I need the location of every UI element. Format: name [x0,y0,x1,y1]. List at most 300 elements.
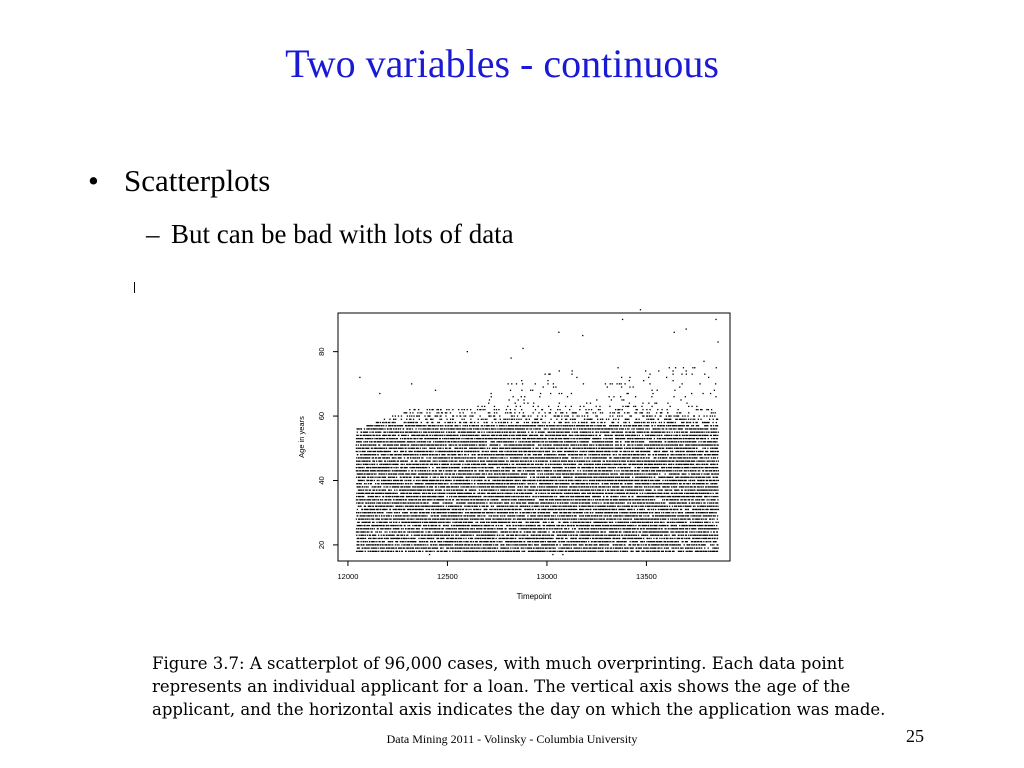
data-point [411,438,412,439]
data-point [514,518,515,519]
data-point [422,509,423,510]
data-point [474,483,475,484]
data-point [434,425,435,426]
data-point [481,464,482,465]
data-point [432,480,433,481]
data-point [521,506,522,507]
data-point [409,473,410,474]
data-point [420,425,421,426]
data-point [483,496,484,497]
data-point [473,486,474,487]
data-point [421,489,422,490]
data-point [437,422,438,423]
data-point [493,506,494,507]
data-point [423,496,424,497]
data-point [462,528,463,529]
data-point [460,486,461,487]
data-point [464,435,465,436]
data-point [375,451,376,452]
data-point [516,480,517,481]
data-point [417,509,418,510]
data-point [415,486,416,487]
data-point [423,467,424,468]
data-point [415,438,416,439]
data-point [458,409,459,410]
data-point [458,467,459,468]
data-point [375,454,376,455]
data-point [522,544,523,545]
data-point [428,525,429,526]
data-point [432,525,433,526]
data-point [391,515,392,516]
data-point [408,448,409,449]
data-point [398,502,399,503]
data-point [363,515,364,516]
data-point [420,551,421,552]
data-point [390,512,391,513]
data-point [447,454,448,455]
data-point [471,499,472,500]
data-point [412,470,413,471]
data-point [497,480,498,481]
data-point [385,454,386,455]
data-point [405,412,406,413]
data-point [398,457,399,458]
data-point [460,454,461,455]
data-point [487,428,488,429]
data-point [371,483,372,484]
data-point [362,467,363,468]
data-point [514,412,515,413]
data-point [501,428,502,429]
data-point [507,477,508,478]
data-point [458,441,459,442]
data-point [421,438,422,439]
data-point [417,528,418,529]
data-point [431,451,432,452]
data-point [359,547,360,548]
data-point [475,489,476,490]
data-point [513,473,514,474]
data-point [479,547,480,548]
data-point [480,461,481,462]
data-point [397,518,398,519]
data-point [411,454,412,455]
data-point [358,467,359,468]
data-point [429,461,430,462]
data-point [412,425,413,426]
data-point [419,435,420,436]
data-point [484,522,485,523]
data-point [465,444,466,445]
data-point [471,493,472,494]
data-point [451,493,452,494]
data-point [429,428,430,429]
data-point [372,448,373,449]
data-point [488,483,489,484]
data-point [437,464,438,465]
data-point [411,515,412,516]
data-point [358,464,359,465]
data-point [511,451,512,452]
data-point [371,515,372,516]
data-point [364,525,365,526]
data-point [419,432,420,433]
data-point [449,512,450,513]
data-point [449,528,450,529]
data-point [468,428,469,429]
data-point [414,457,415,458]
data-point [358,506,359,507]
data-point [356,448,357,449]
data-point [514,470,515,471]
data-point [481,457,482,458]
data-point [365,483,366,484]
data-point [409,486,410,487]
data-point [502,489,503,490]
data-point [472,461,473,462]
data-point [411,489,412,490]
data-point [400,541,401,542]
data-point [396,518,397,519]
data-point [473,531,474,532]
data-point [364,509,365,510]
data-point [423,489,424,490]
data-point [516,419,517,420]
data-point [384,473,385,474]
data-point [510,515,511,516]
data-point [452,422,453,423]
data-point [407,544,408,545]
data-point [433,496,434,497]
data-point [394,470,395,471]
data-point [373,551,374,552]
data-point [499,444,500,445]
data-point [446,547,447,548]
data-point [438,502,439,503]
data-point [477,506,478,507]
data-point [453,509,454,510]
data-point [514,499,515,500]
data-point [473,541,474,542]
data-point [449,457,450,458]
data-point [440,428,441,429]
data-point [439,467,440,468]
data-point [401,441,402,442]
data-point [430,477,431,478]
data-point [506,441,507,442]
data-point [441,470,442,471]
data-point [405,473,406,474]
data-point [408,489,409,490]
data-point [394,457,395,458]
data-point [476,473,477,474]
data-point [402,451,403,452]
data-point [442,535,443,536]
data-point [451,489,452,490]
data-point [488,425,489,426]
data-point [479,506,480,507]
data-point [406,480,407,481]
data-point [417,547,418,548]
data-point [510,461,511,462]
data-point [438,480,439,481]
data-point [437,448,438,449]
data-point [365,454,366,455]
data-point [442,454,443,455]
data-point [452,512,453,513]
data-point [475,448,476,449]
data-point [385,522,386,523]
data-point [448,547,449,548]
data-point [385,502,386,503]
data-point [462,551,463,552]
data-point [405,512,406,513]
data-point [418,538,419,539]
data-point [438,444,439,445]
data-point [412,525,413,526]
data-point [484,461,485,462]
data-point [478,509,479,510]
data-point [482,518,483,519]
data-point [487,454,488,455]
data-point [511,444,512,445]
data-point [393,499,394,500]
data-point [402,425,403,426]
data-point [365,518,366,519]
data-point [511,425,512,426]
data-point [368,438,369,439]
data-point [492,477,493,478]
data-point [491,435,492,436]
data-point [474,444,475,445]
data-point [437,432,438,433]
data-point [491,515,492,516]
data-point [391,477,392,478]
data-point [432,535,433,536]
data-point [397,541,398,542]
data-point [395,518,396,519]
data-point [405,528,406,529]
data-point [463,535,464,536]
data-point [517,461,518,462]
data-point [414,496,415,497]
data-point [483,435,484,436]
data-point [478,435,479,436]
data-point [429,432,430,433]
data-point [454,515,455,516]
data-point [409,518,410,519]
data-point [521,499,522,500]
data-point [494,496,495,497]
data-point [462,493,463,494]
data-point [505,547,506,548]
data-point [396,438,397,439]
data-point [404,412,405,413]
data-point [504,441,505,442]
data-point [478,448,479,449]
data-point [477,535,478,536]
data-point [424,451,425,452]
data-point [404,509,405,510]
data-point [393,486,394,487]
data-point [393,435,394,436]
data-point [426,432,427,433]
data-point [385,432,386,433]
data-point [418,428,419,429]
data-point [494,415,495,416]
data-point [520,480,521,481]
data-point [378,506,379,507]
data-point [459,477,460,478]
data-point [514,541,515,542]
data-point [494,464,495,465]
data-point [413,538,414,539]
data-point [478,451,479,452]
data-point [494,409,495,410]
data-point [508,486,509,487]
data-point [479,467,480,468]
data-point [391,551,392,552]
data-point [393,419,394,420]
data-point [400,432,401,433]
data-point [417,470,418,471]
data-point [363,489,364,490]
data-point [381,506,382,507]
data-point [451,502,452,503]
data-point [484,525,485,526]
data-point [432,518,433,519]
data-point [372,464,373,465]
data-point [447,541,448,542]
data-point [431,483,432,484]
data-point [384,544,385,545]
data-point [368,428,369,429]
data-point [426,483,427,484]
data-point [462,451,463,452]
data-point [486,551,487,552]
data-point [488,525,489,526]
data-point [491,451,492,452]
data-point [410,451,411,452]
data-point [418,467,419,468]
data-point [378,451,379,452]
data-point [419,493,420,494]
data-point [368,467,369,468]
data-point [484,448,485,449]
data-point [457,425,458,426]
data-point [463,515,464,516]
data-point [380,525,381,526]
data-point [462,544,463,545]
data-point [480,509,481,510]
data-point [463,457,464,458]
data-point [389,461,390,462]
data-point [386,486,387,487]
data-point [389,419,390,420]
data-point [430,493,431,494]
data-point [392,454,393,455]
data-point [425,515,426,516]
data-point [404,502,405,503]
data-point [421,451,422,452]
data-point [366,499,367,500]
data-point [504,432,505,433]
data-point [397,451,398,452]
data-point [423,506,424,507]
data-point [392,502,393,503]
data-point [503,438,504,439]
data-point [446,432,447,433]
data-point [489,525,490,526]
data-point [380,509,381,510]
data-point [356,438,357,439]
data-point [386,535,387,536]
data-point [404,535,405,536]
data-point [429,412,430,413]
data-point [460,496,461,497]
data-point [450,518,451,519]
data-point [511,383,512,384]
data-point [376,541,377,542]
data-point [477,551,478,552]
data-point [457,544,458,545]
data-point [356,457,357,458]
data-point [519,444,520,445]
data-point [491,470,492,471]
data-point [402,551,403,552]
data-point [425,470,426,471]
data-point [360,499,361,500]
data-point [507,512,508,513]
data-point [496,457,497,458]
data-point [491,454,492,455]
data-point [393,480,394,481]
data-point [431,496,432,497]
data-point [357,451,358,452]
data-point [434,461,435,462]
data-point [493,486,494,487]
data-point [488,528,489,529]
data-point [429,538,430,539]
data-point [370,509,371,510]
data-point [382,457,383,458]
data-point [422,435,423,436]
data-point [507,419,508,420]
data-point [518,422,519,423]
data-point [386,473,387,474]
data-point [513,509,514,510]
data-point [449,489,450,490]
data-point [491,506,492,507]
data-point [396,470,397,471]
data-point [473,435,474,436]
data-point [416,467,417,468]
data-point [440,435,441,436]
data-point [496,461,497,462]
data-point [434,535,435,536]
data-point [496,470,497,471]
data-point [391,441,392,442]
data-point [395,451,396,452]
data-point [409,538,410,539]
data-point [440,518,441,519]
data-point [356,464,357,465]
data-point [464,441,465,442]
data-point [384,467,385,468]
data-point [356,499,357,500]
data-point [500,493,501,494]
